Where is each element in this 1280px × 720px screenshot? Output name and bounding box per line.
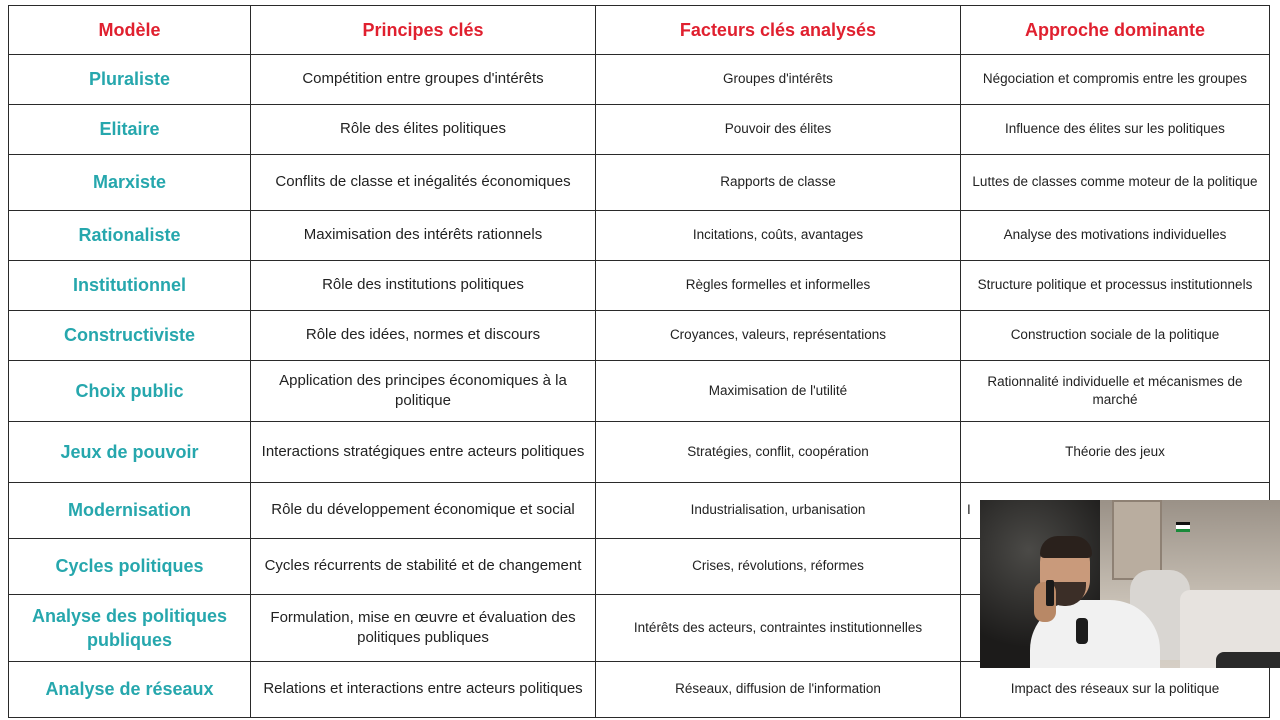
approach-cell: Analyse des motivations individuelles xyxy=(961,211,1270,261)
principle-cell: Interactions stratégiques entre acteurs politiques xyxy=(251,422,596,483)
approach-cell: Influence des élites sur les politiques xyxy=(961,105,1270,155)
model-cell: Modernisation xyxy=(9,483,251,539)
table-row xyxy=(9,662,1270,718)
header-principles: Principes clés xyxy=(251,6,596,55)
model-cell: Institutionnel xyxy=(9,261,251,311)
approach-cell: Structure politique et processus institutionnels xyxy=(961,261,1270,311)
model-cell: Elitaire xyxy=(9,105,251,155)
factor-cell: Règles formelles et informelles xyxy=(596,261,961,311)
model-cell: Marxiste xyxy=(9,155,251,211)
table-row xyxy=(9,361,1270,422)
approach-cell: Négociation et compromis entre les groupes xyxy=(961,55,1270,105)
person-hair xyxy=(1040,536,1092,558)
principle-cell: Rôle des élites politiques xyxy=(251,105,596,155)
header-model: Modèle xyxy=(9,6,251,55)
model-cell: Jeux de pouvoir xyxy=(9,422,251,483)
approach-cell: Théorie des jeux xyxy=(961,422,1270,483)
model-cell: Rationaliste xyxy=(9,211,251,261)
bag xyxy=(1216,652,1280,668)
phone-icon xyxy=(1046,580,1054,606)
table-row xyxy=(9,55,1270,105)
model-cell: Analyse des politiques publiques xyxy=(9,595,251,662)
header-row xyxy=(9,6,1270,55)
factor-cell: Maximisation de l'utilité xyxy=(596,361,961,422)
wall-frame xyxy=(1112,500,1162,580)
microphone-icon xyxy=(1076,618,1088,644)
model-cell: Analyse de réseaux xyxy=(9,662,251,718)
table-row xyxy=(9,261,1270,311)
factor-cell: Crises, révolutions, réformes xyxy=(596,539,961,595)
principle-cell: Rôle des institutions politiques xyxy=(251,261,596,311)
principle-cell: Conflits de classe et inégalités économiques xyxy=(251,155,596,211)
principle-cell: Rôle du développement économique et social xyxy=(251,483,596,539)
factor-cell: Pouvoir des élites xyxy=(596,105,961,155)
table-row xyxy=(9,422,1270,483)
principle-cell: Relations et interactions entre acteurs politiques xyxy=(251,662,596,718)
approach-cell: Luttes de classes comme moteur de la politique xyxy=(961,155,1270,211)
model-cell: Cycles politiques xyxy=(9,539,251,595)
factor-cell: Intérêts des acteurs, contraintes institutionnelles xyxy=(596,595,961,662)
principle-cell: Rôle des idées, normes et discours xyxy=(251,311,596,361)
model-cell: Constructiviste xyxy=(9,311,251,361)
factor-cell: Croyances, valeurs, représentations xyxy=(596,311,961,361)
header-factors: Facteurs clés analysés xyxy=(596,6,961,55)
principle-cell: Maximisation des intérêts rationnels xyxy=(251,211,596,261)
principle-cell: Compétition entre groupes d'intérêts xyxy=(251,55,596,105)
flag-icon xyxy=(1176,522,1190,532)
approach-cell: Construction sociale de la politique xyxy=(961,311,1270,361)
factor-cell: Incitations, coûts, avantages xyxy=(596,211,961,261)
factor-cell: Groupes d'intérêts xyxy=(596,55,961,105)
webcam-overlay xyxy=(980,500,1280,668)
approach-cell: Rationnalité individuelle et mécanismes de marché xyxy=(961,361,1270,422)
factor-cell: Réseaux, diffusion de l'information xyxy=(596,662,961,718)
principle-cell: Formulation, mise en œuvre et évaluation des politiques publiques xyxy=(251,595,596,662)
header-approach: Approche dominante xyxy=(961,6,1270,55)
approach-cell: Impact des réseaux sur la politique xyxy=(961,662,1270,718)
factor-cell: Stratégies, conflit, coopération xyxy=(596,422,961,483)
principle-cell: Application des principes économiques à la politique xyxy=(251,361,596,422)
table-row xyxy=(9,211,1270,261)
model-cell: Pluraliste xyxy=(9,55,251,105)
model-cell: Choix public xyxy=(9,361,251,422)
table-row xyxy=(9,155,1270,211)
table-row xyxy=(9,105,1270,155)
table-row xyxy=(9,311,1270,361)
principle-cell: Cycles récurrents de stabilité et de changement xyxy=(251,539,596,595)
factor-cell: Rapports de classe xyxy=(596,155,961,211)
factor-cell: Industrialisation, urbanisation xyxy=(596,483,961,539)
approach-cell: I xyxy=(961,483,1270,539)
